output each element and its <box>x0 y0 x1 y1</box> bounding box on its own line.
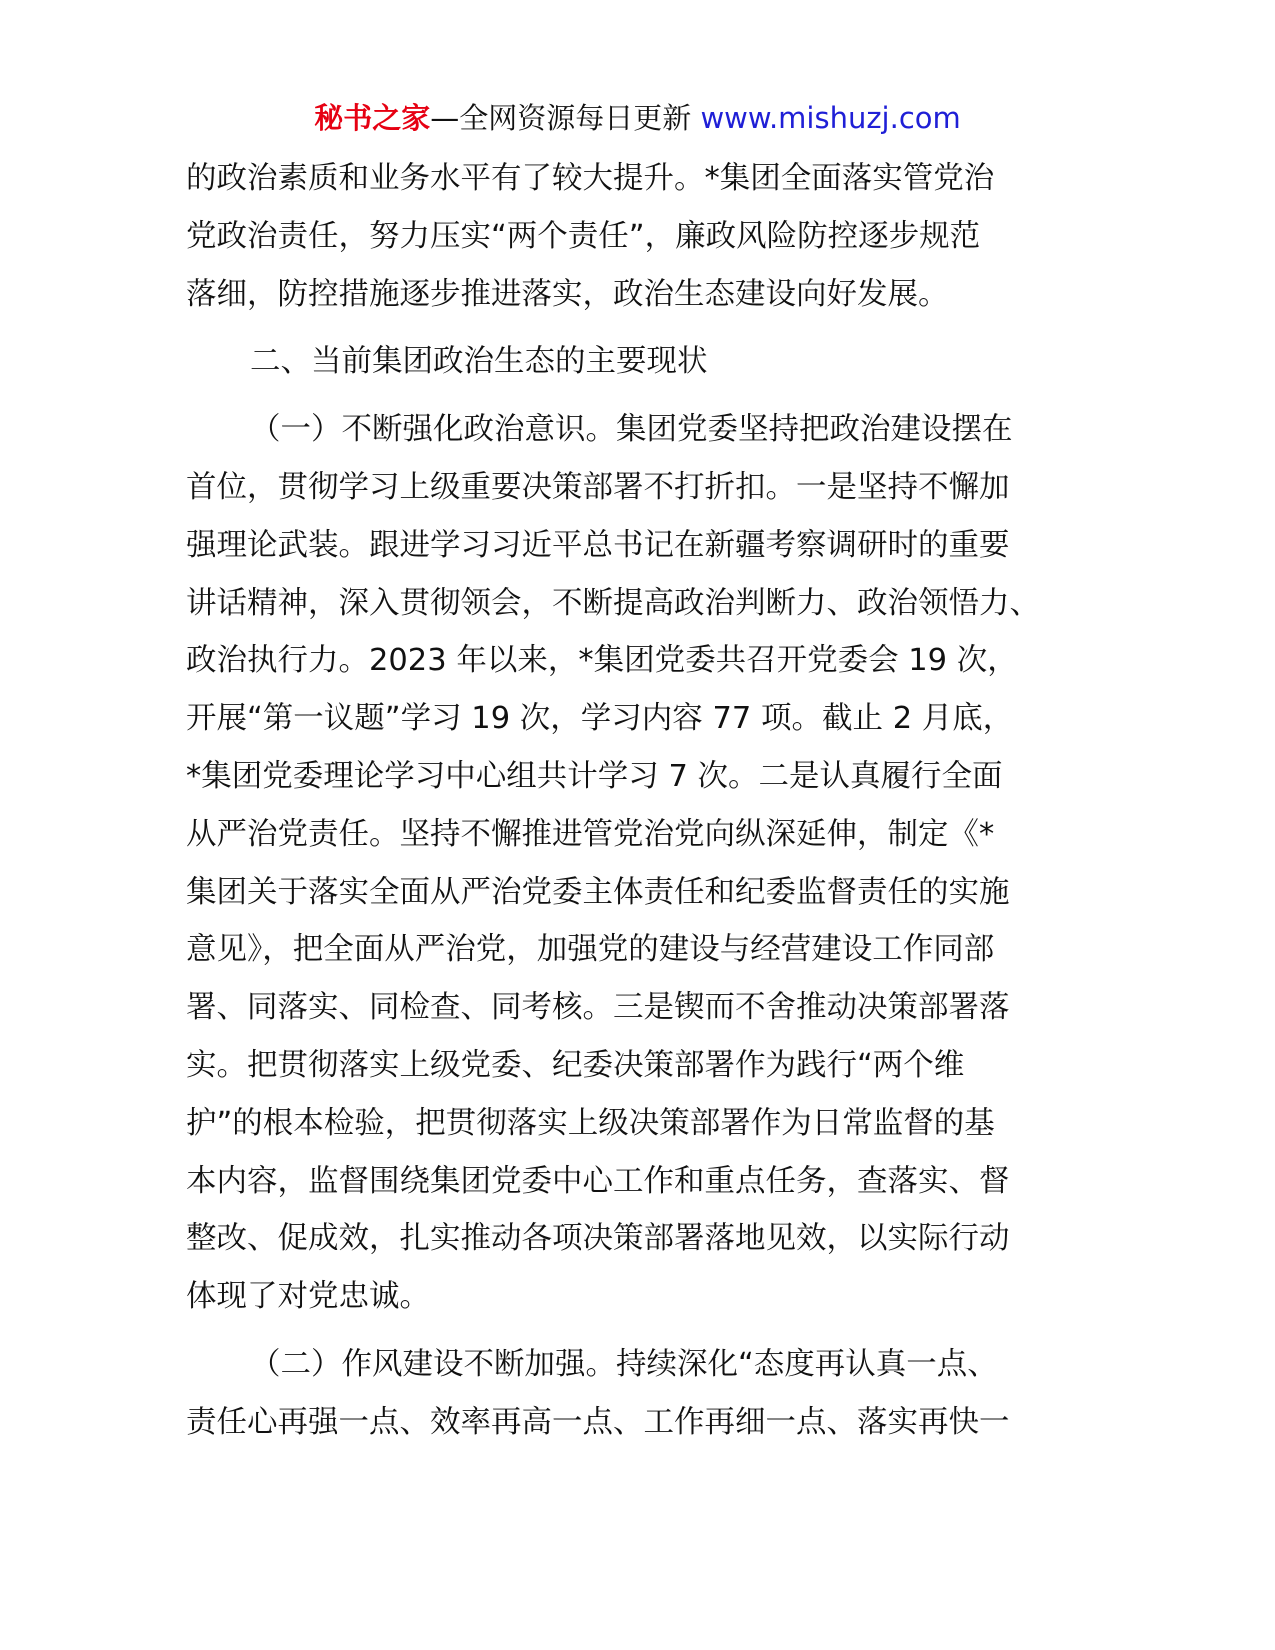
text-line: 体现了对党忠诚。 <box>186 1279 430 1315</box>
document-body <box>186 150 1106 1452</box>
header-slogan: —全网资源每日更新 <box>430 101 692 135</box>
text-line: 党政治责任，努力压实“两个责任”，廉政风险防控逐步规范 <box>186 218 981 254</box>
paragraph-political-awareness <box>186 401 1106 1326</box>
section-heading <box>186 333 1106 391</box>
text-line: 政治执行力。2023 年以来，*集团党委共召开党委会 19 次， <box>186 643 1018 679</box>
header-brand: 秘书之家 <box>314 101 431 135</box>
text-line: *集团党委理论学习中心组共计学习 7 次。二是认真履行全面 <box>186 758 1003 794</box>
text-line: 开展“第一议题”学习 19 次，学习内容 77 项。截止 2 月底， <box>186 701 1014 737</box>
text-line: 集团关于落实全面从严治党委主体责任和纪委监督责任的实施 <box>186 874 1010 910</box>
watermark-header <box>0 98 1275 138</box>
text-line: 意见》，把全面从严治党，加强党的建设与经营建设工作同部 <box>186 932 995 968</box>
text-line: 本内容，监督围绕集团党委中心工作和重点任务，查落实、督 <box>186 1163 1010 1199</box>
text-line: 强理论武装。跟进学习习近平总书记在新疆考察调研时的重要 <box>186 527 1010 563</box>
text-line: 护”的根本检验，把贯彻落实上级决策部署作为日常监督的基 <box>186 1105 995 1141</box>
text-line: 落细，防控措施逐步推进落实，政治生态建设向好发展。 <box>186 276 949 312</box>
text-line: （一）不断强化政治意识。集团党委坚持把政治建设摆在 <box>250 412 1013 448</box>
heading-line: 二、当前集团政治生态的主要现状 <box>250 344 708 380</box>
paragraph-work-style <box>186 1336 1106 1452</box>
text-line: 的政治素质和业务水平有了较大提升。*集团全面落实管党治 <box>186 161 995 196</box>
paragraph-continuation <box>186 150 1106 323</box>
text-line: 讲话精神，深入贯彻领会，不断提高政治判断力、政治领悟力、 <box>186 585 1040 621</box>
header-url[interactable]: www.mishuzj.com <box>700 101 961 135</box>
text-line: 从严治党责任。坚持不懈推进管党治党向纵深延伸，制定《* <box>186 816 995 852</box>
text-line: 署、同落实、同检查、同考核。三是锲而不舍推动决策部署落 <box>186 990 1010 1026</box>
text-line: （二）作风建设不断加强。持续深化“态度再认真一点、 <box>250 1346 998 1382</box>
text-line: 责任心再强一点、效率再高一点、工作再细一点、落实再快一 <box>186 1404 1010 1440</box>
text-line: 首位，贯彻学习上级重要决策部署不打折扣。一是坚持不懈加 <box>186 469 1010 505</box>
text-line: 实。把贯彻落实上级党委、纪委决策部署作为践行“两个维 <box>186 1047 965 1083</box>
text-line: 整改、促成效，扎实推动各项决策部署落地见效，以实际行动 <box>186 1221 1010 1257</box>
